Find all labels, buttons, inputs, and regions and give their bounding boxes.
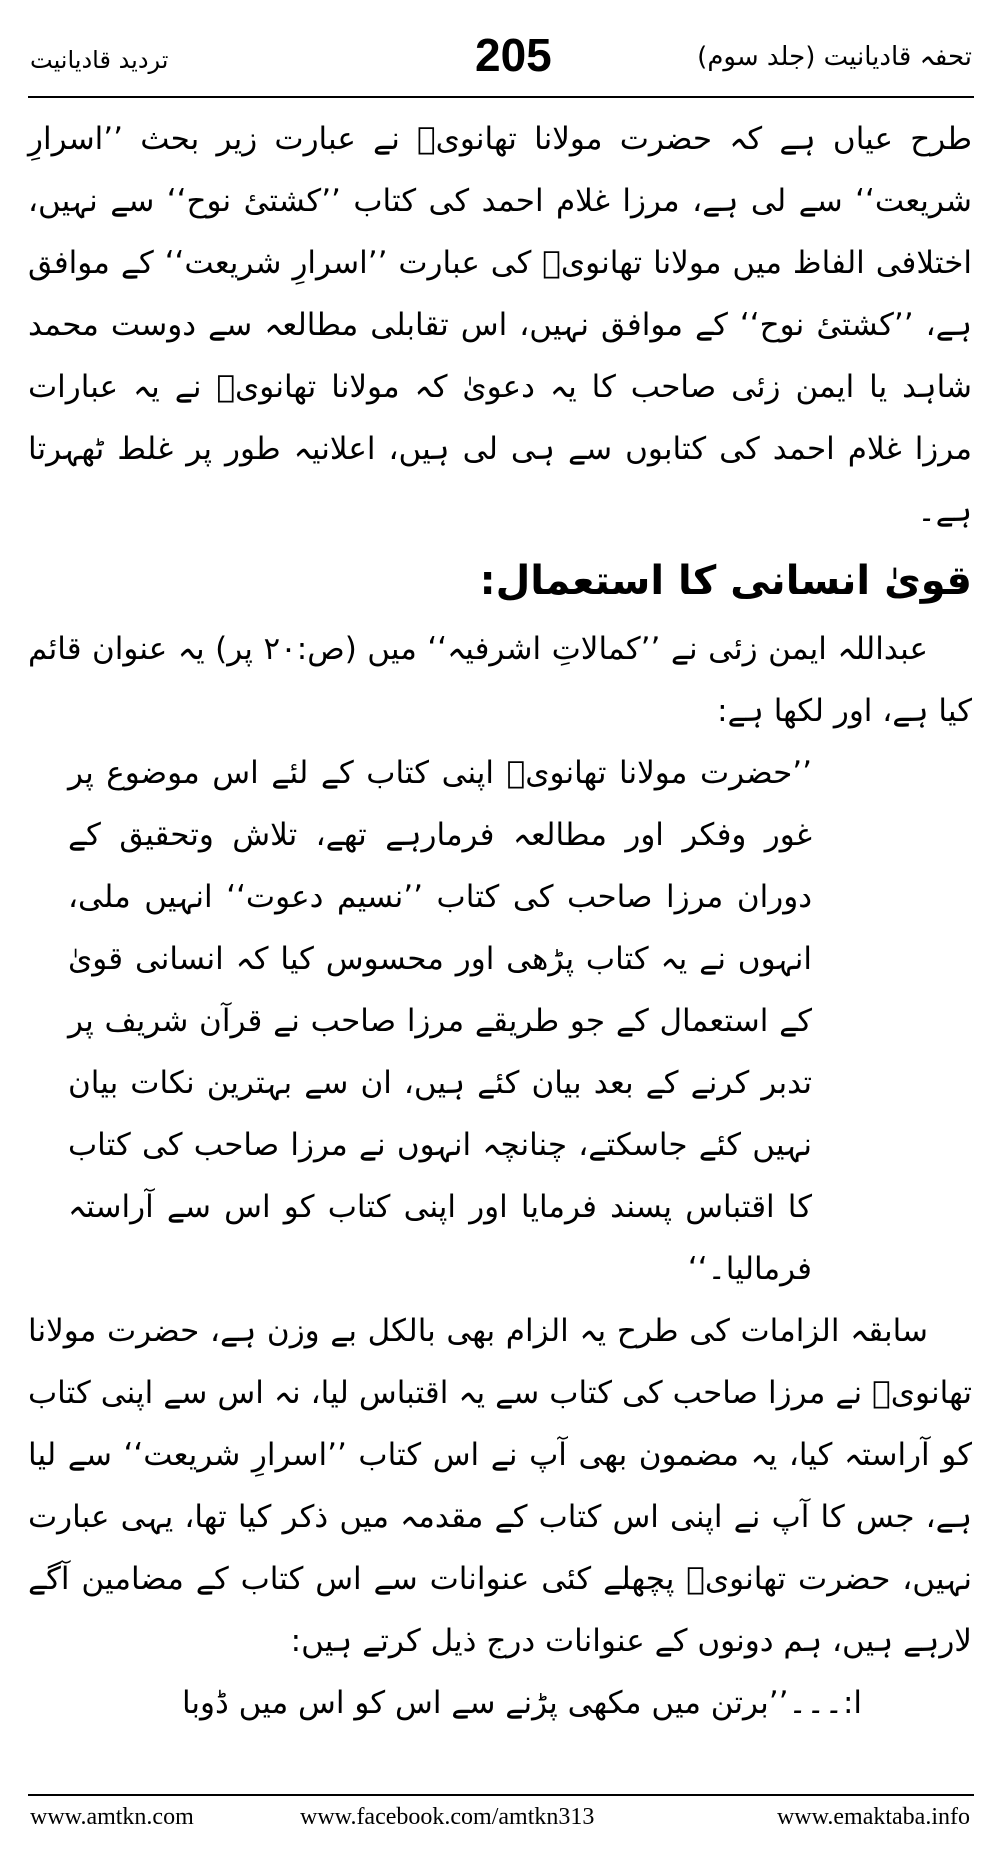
page-body: [28, 108, 972, 1734]
footer-link-facebook[interactable]: www.facebook.com/amtkn313: [300, 1804, 595, 1830]
paragraph-2: عبداللہ ایمن زئی نے ’’کمالاتِ اشرفیہ‘‘ میں (ص:۲۰ پر) یہ عنوان قائم کیا ہے، اور لکھا ہے:: [28, 631, 972, 729]
footer-link-amtkn[interactable]: www.amtkn.com: [30, 1804, 194, 1830]
page-header: [30, 28, 972, 90]
footer-link-emaktaba[interactable]: www.emaktaba.info: [776, 1804, 970, 1830]
header-rule: [28, 96, 974, 98]
page-footer: [30, 1804, 970, 1834]
section-heading: قویٰ انسانی کا استعمال:: [479, 558, 972, 604]
section-title: تردید قادیانیت: [30, 46, 169, 74]
paragraph-1: طرح عیاں ہے کہ حضرت مولانا تھانویؒ نے عبارت زیر بحث ’’اسرارِ شریعت‘‘ سے لی ہے، مرزا غلام احمد کی کتاب ’’کشتیٔ نوح‘‘ سے نہیں، اختلافی الفاظ میں مولانا تھانویؒ کی عبارت ’’اسرارِ شریعت‘‘ کے موافق ہے، ’’کشتیٔ نوح‘‘ کے موافق نہیں، اس تقابلی مطالعہ سے دوست محمد شاہد یا ایمن زئی صاحب کا یہ دعویٰ کہ مولانا تھانویؒ نے یہ عبارات مرزا غلام احمد کی کتابوں سے ہی لی ہیں، اعلانیہ طور پر غلط ٹھہرتا ہے۔: [28, 121, 972, 529]
paragraph-3: سابقہ الزامات کی طرح یہ الزام بھی بالکل بے وزن ہے، حضرت مولانا تھانویؒ نے مرزا صاحب کی کتاب سے یہ اقتباس لیا، نہ اس سے اپنی کتاب کو آراستہ کیا، یہ مضمون بھی آپ نے اس کتاب ’’اسرارِ شریعت‘‘ سے لیا ہے، جس کا آپ نے اپنی اس کتاب کے مقدمہ میں ذکر کیا تھا، یہی عبارت نہیں، حضرت تھانویؒ پچھلے کئی عنوانات سے اس کتاب کے مضامین آگے لارہے ہیں، ہم دونوں کے عنوانات درج ذیل کرتے ہیں:: [28, 1313, 972, 1659]
block-quote: ’’حضرت مولانا تھانویؒ اپنی کتاب کے لئے اس موضوع پر غور وفکر اور مطالعہ فرمارہے تھے، تلاش وتحقیق کے دوران مرزا صاحب کی کتاب ’’نسیم دعوت‘‘ انہیں ملی، انہوں نے یہ کتاب پڑھی اور محسوس کیا کہ انسانی قویٰ کے استعمال کے جو طریقے مرزا صاحب نے قرآن شریف پر تدبر کرنے کے بعد بیان کئے ہیں، ان سے بہترین نکات بیان نہیں کئے جاسکتے، چنانچہ انہوں نے مرزا صاحب کی کتاب کا اقتباس پسند فرمایا اور اپنی کتاب کو اس سے آراستہ فرمالیا۔‘‘: [68, 755, 812, 1287]
footer-rule: [28, 1794, 974, 1796]
page-number: 205: [475, 29, 552, 81]
book-title: تحفہ قادیانیت (جلد سوم): [697, 42, 972, 72]
list-item-1: ا:۔۔۔’’برتن میں مکھی پڑنے سے اس کو اس میں ڈوبا: [181, 1685, 862, 1721]
